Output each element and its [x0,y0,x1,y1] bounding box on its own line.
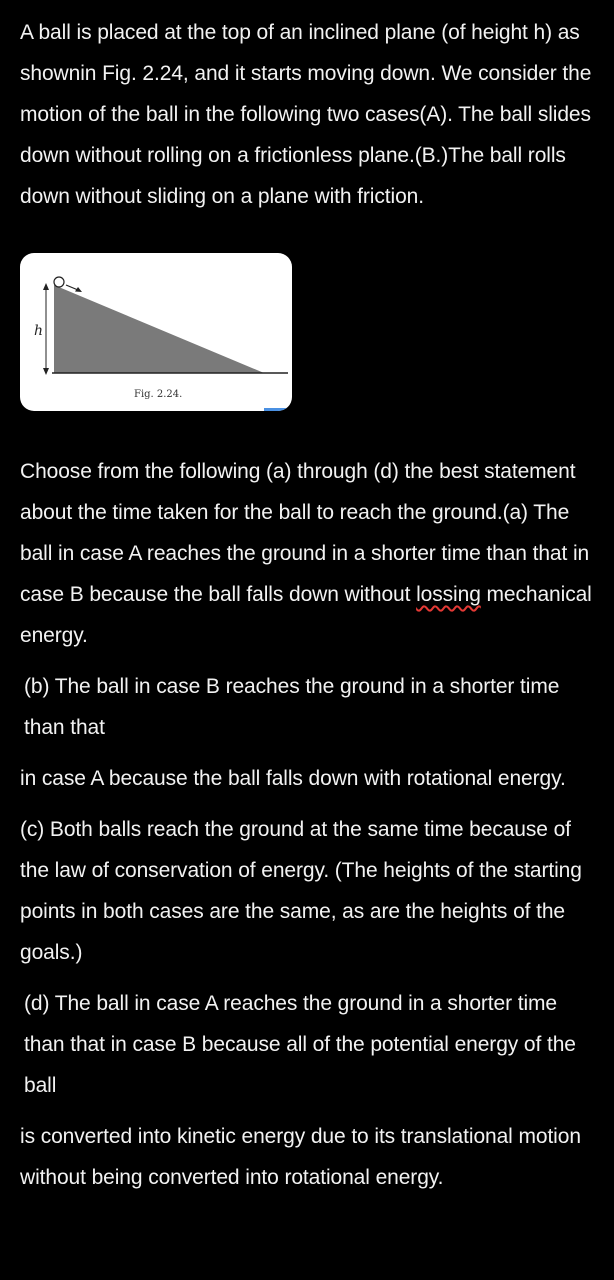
height-label: h [34,323,44,339]
misspelled-word[interactable]: lossing [416,583,481,606]
figure-image[interactable] [20,253,292,411]
question-text-a-end: mechanical energy. [20,583,592,647]
option-b-line1: (b) The ball in case B reaches the ground in a shorter time than that [24,675,560,739]
ball [54,277,64,287]
height-arrow-top [43,283,49,290]
selection-handle [264,408,292,411]
inclined-plane-diagram [20,253,292,411]
message-content [20,0,600,1198]
question-text-a: Choose from the following (a) through (d) the best statement about the time taken for the ball to reach the ground.(a) The ball in case A reaches the ground in a shorter time than that in case B because the ball falls down without [20,460,590,606]
option-d-line2: is converted into kinetic energy due to its translational motion without being converted into rotational energy. [20,1125,581,1189]
option-d-line1: (d) The ball in case A reaches the ground in a shorter time than that in case B because all of the potential energy of the ball [24,992,576,1097]
motion-arrow-line [66,285,78,290]
incline-triangle [54,285,264,373]
option-b-line2: in case A because the ball falls down with rotational energy. [20,767,566,790]
height-arrow-bottom [43,368,49,375]
figure-caption: Fig. 2.24. [134,389,183,400]
question-paragraph [20,451,600,656]
intro-paragraph: A ball is placed at the top of an inclined plane (of height h) as shownin Fig. 2.24, and it starts moving down. We consider the motion of the ball in the following two cases(A). The ball slides down without rolling on a frictionless plane.(B.)The ball rolls down without sliding on a plane with friction. [20,21,592,208]
option-c: (c) Both balls reach the ground at the same time because of the law of conservation of energy. (The heights of the starting points in both cases are the same, as are the heights of the goals.) [20,818,582,964]
